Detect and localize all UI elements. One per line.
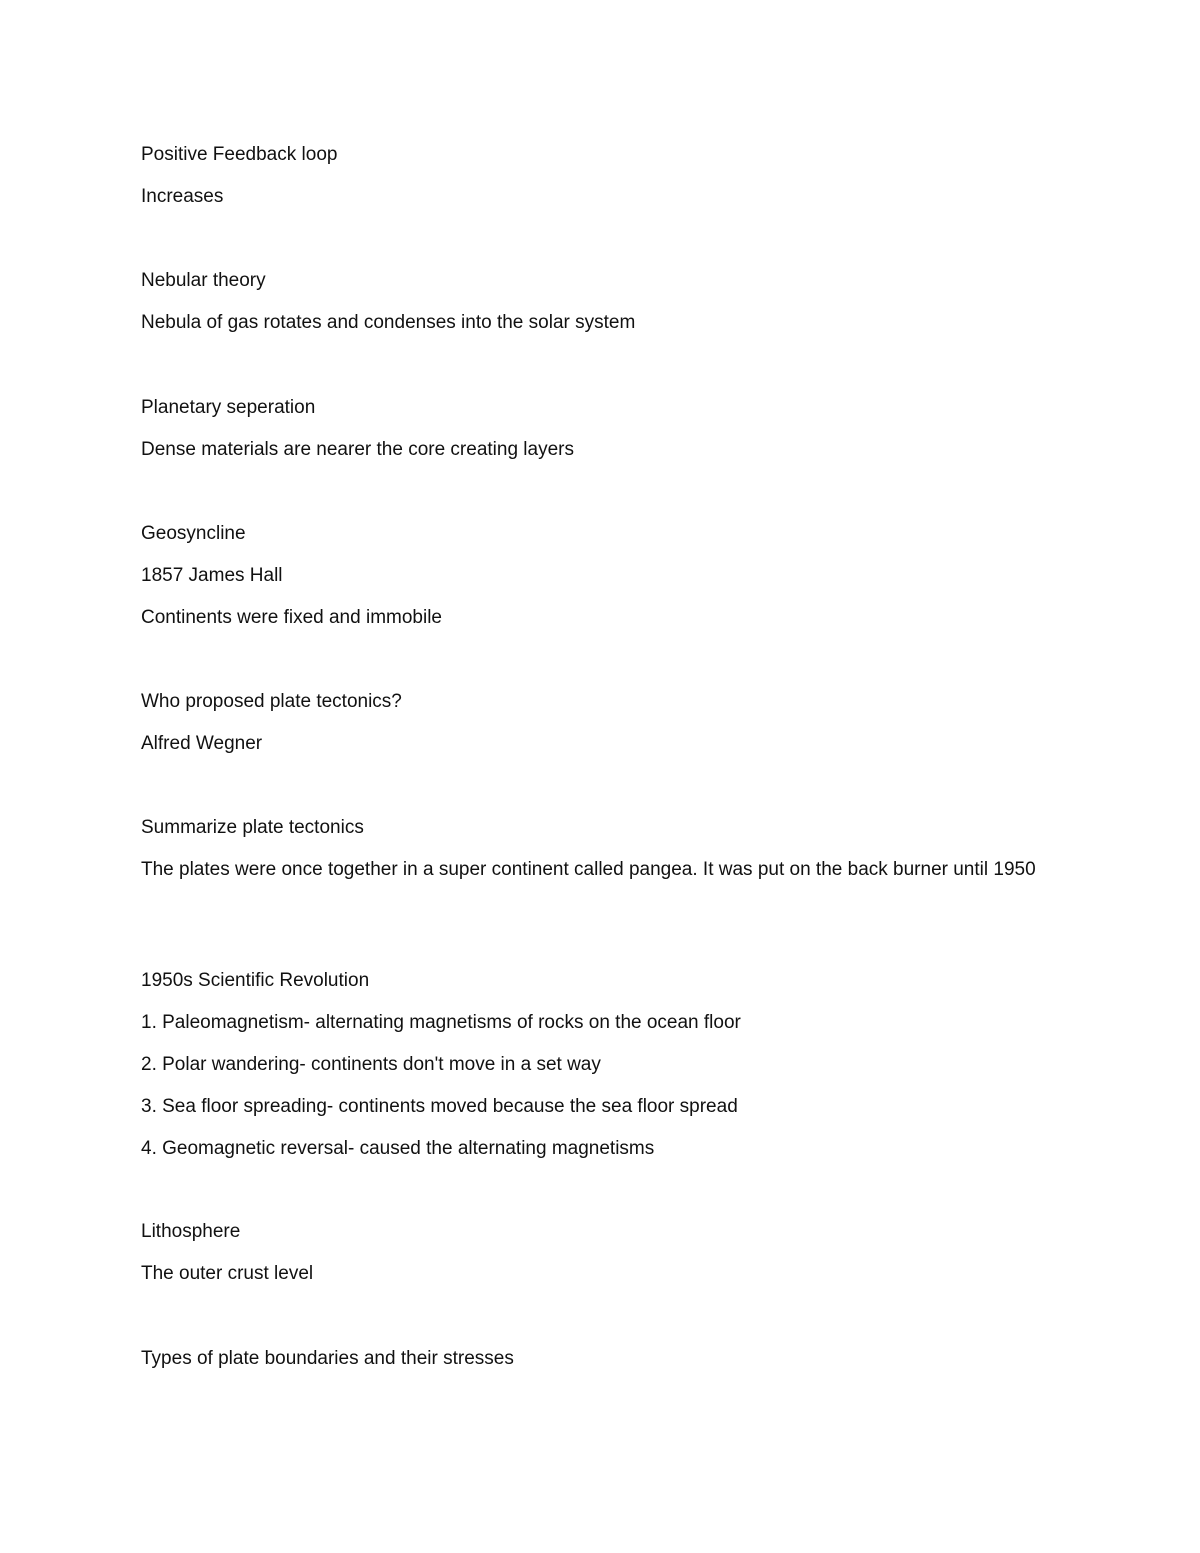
list-item: 4. Geomagnetic reversal- caused the alternating magnetisms	[141, 1138, 655, 1159]
section-text: 1857 James Hall	[141, 565, 283, 586]
section-heading: Planetary seperation	[141, 397, 316, 418]
section-heading: Geosyncline	[141, 523, 246, 544]
section-heading: Who proposed plate tectonics?	[141, 691, 402, 712]
section-text: Alfred Wegner	[141, 733, 263, 754]
section-heading: Nebular theory	[141, 270, 266, 291]
section-heading: Summarize plate tectonics	[141, 817, 364, 838]
section-heading: Types of plate boundaries and their stresses	[141, 1348, 514, 1369]
section-text: The plates were once together in a super continent called pangea. It was put on the back burner until 1950	[141, 859, 1036, 880]
section-text: Dense materials are nearer the core creating layers	[141, 439, 574, 460]
section-heading: Lithosphere	[141, 1221, 241, 1242]
section-text: Increases	[141, 186, 224, 207]
list-item: 2. Polar wandering- continents don't move in a set way	[141, 1054, 601, 1075]
section-heading: Positive Feedback loop	[141, 144, 338, 165]
list-item: 3. Sea floor spreading- continents moved because the sea floor spread	[141, 1096, 738, 1117]
section-heading: 1950s Scientific Revolution	[141, 970, 370, 991]
section-text: The outer crust level	[141, 1263, 314, 1284]
section-text: Nebula of gas rotates and condenses into the solar system	[141, 312, 636, 333]
list-item: 1. Paleomagnetism- alternating magnetisms of rocks on the ocean floor	[141, 1012, 741, 1033]
section-text: Continents were fixed and immobile	[141, 607, 442, 628]
